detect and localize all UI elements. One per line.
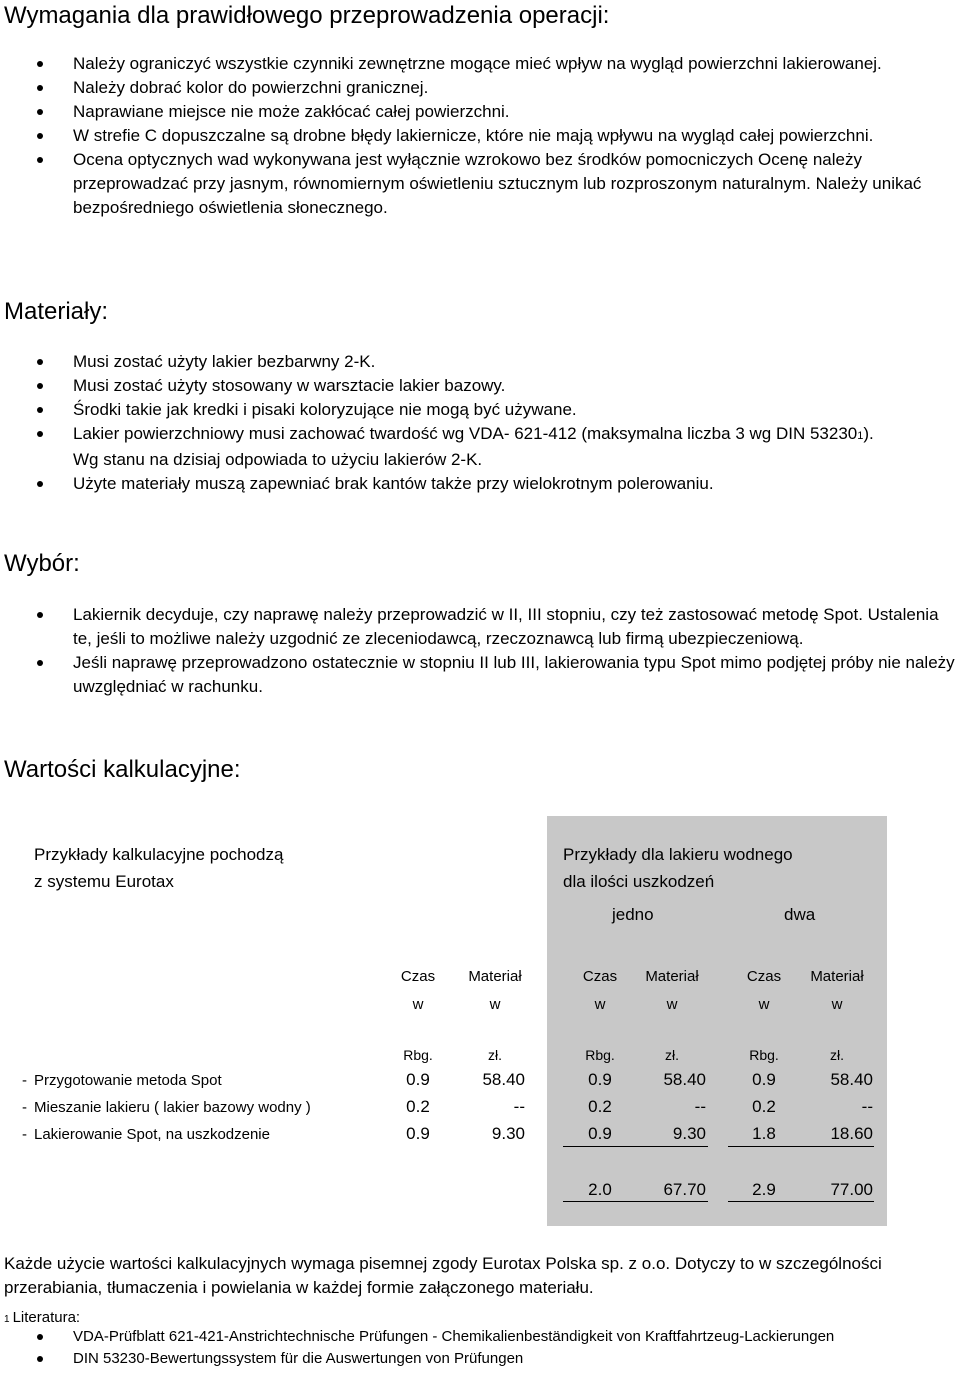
cell-material: 58.40 bbox=[663, 1070, 706, 1089]
list-item: Jeśli naprawę przeprowadzono ostatecznie w stopniu II lub III, lakierowania typu Spot mimo podjętej próby nie należy uwzględniać w rachunku. bbox=[0, 651, 958, 699]
cell-time: 0.2 bbox=[406, 1097, 430, 1116]
cell-material: 58.40 bbox=[482, 1070, 525, 1089]
bullet-icon bbox=[37, 660, 43, 666]
bullet-icon bbox=[37, 481, 43, 487]
list-item: DIN 53230-Bewertungssystem für die Auswertungen von Prüfungen bbox=[0, 1348, 958, 1370]
col-header-in: w bbox=[758, 996, 770, 1013]
list-item: Użyte materiały muszą zapewniać brak kantów także przy wielokrotnym polerowaniu. bbox=[0, 472, 958, 496]
bullet-icon bbox=[37, 359, 43, 365]
unit-zl: zł. bbox=[488, 1047, 502, 1063]
list-item: Należy ograniczyć wszystkie czynniki zewnętrzne mogące mieć wpływ na wygląd powierzchni lakierowanej. bbox=[0, 52, 958, 76]
bullet-icon bbox=[37, 109, 43, 115]
col-header-time: Czas bbox=[582, 968, 618, 985]
left-title-line1: Przykłady kalkulacyjne pochodzą bbox=[34, 845, 284, 864]
footnote-marker: 1 bbox=[857, 430, 864, 442]
count-one-label: jedno bbox=[612, 905, 654, 924]
literature-list bbox=[0, 1326, 958, 1370]
list-item: Należy dobrać kolor do powierzchni granicznej. bbox=[0, 76, 958, 100]
bullet-icon bbox=[37, 133, 43, 139]
total-time: 2.0 bbox=[588, 1180, 612, 1199]
sum-underline bbox=[728, 1146, 874, 1147]
total-material: 67.70 bbox=[663, 1180, 706, 1199]
right-title-line1: Przykłady dla lakieru wodnego bbox=[563, 845, 793, 864]
cell-time: 0.9 bbox=[588, 1070, 612, 1089]
bullet-icon bbox=[37, 407, 43, 413]
col-header-in: w bbox=[412, 996, 424, 1013]
unit-rbg: Rbg. bbox=[585, 1047, 615, 1063]
list-item: W strefie C dopuszczalne są drobne błędy lakiernicze, które nie mają wpływu na wygląd całej powierzchni. bbox=[0, 124, 958, 148]
bullet-icon bbox=[37, 1356, 43, 1362]
cell-time: 0.9 bbox=[588, 1124, 612, 1143]
col-header-in: w bbox=[594, 996, 606, 1013]
list-item: Naprawiane miejsce nie może zakłócać całej powierzchni. bbox=[0, 100, 958, 124]
unit-zl: zł. bbox=[830, 1047, 844, 1063]
unit-zl: zł. bbox=[665, 1047, 679, 1063]
bullet-icon bbox=[37, 157, 43, 163]
calc-heading: Wartości kalkulacyjne: bbox=[4, 756, 241, 783]
requirements-heading: Wymagania dla prawidłowego przeprowadzenia operacji: bbox=[4, 2, 610, 29]
cell-material: 9.30 bbox=[672, 1124, 706, 1143]
unit-rbg: Rbg. bbox=[403, 1047, 433, 1063]
total-underline bbox=[563, 1201, 708, 1202]
cell-material: 18.60 bbox=[830, 1124, 873, 1143]
col-header-in: w bbox=[489, 996, 501, 1013]
list-item: Lakiernik decyduje, czy naprawę należy przeprowadzić w II, III stopniu, czy też zastosować metodę Spot. Ustalenia te, jeśli to możliwe należy uzgodnić ze zleceniodawcą, rzeczoznawcą lub firmą ubezpieczeniową. bbox=[0, 603, 958, 651]
cell-material: -- bbox=[861, 1097, 873, 1116]
total-time: 2.9 bbox=[752, 1180, 776, 1199]
cell-time: 0.2 bbox=[752, 1097, 776, 1116]
left-title-line2: z systemu Eurotax bbox=[34, 872, 174, 891]
list-item: Musi zostać użyty lakier bezbarwny 2-K. bbox=[0, 350, 958, 374]
cell-material: -- bbox=[513, 1097, 525, 1116]
bullet-icon bbox=[37, 383, 43, 389]
col-header-in: w bbox=[831, 996, 843, 1013]
materials-list bbox=[0, 350, 958, 496]
bullet-icon bbox=[37, 431, 43, 437]
col-header-in: w bbox=[666, 996, 678, 1013]
cell-material: -- bbox=[694, 1097, 706, 1116]
cell-material: 9.30 bbox=[491, 1124, 525, 1143]
col-header-material: Materiał bbox=[468, 968, 522, 985]
list-item: Środki takie jak kredki i pisaki koloryzujące nie mogą być używane. bbox=[0, 398, 958, 422]
cell-time: 0.9 bbox=[406, 1070, 430, 1089]
col-header-time: Czas bbox=[746, 968, 782, 985]
literature-heading: 1 Literatura: bbox=[4, 1309, 81, 1326]
choice-heading: Wybór: bbox=[4, 550, 80, 577]
cell-material: 58.40 bbox=[830, 1070, 873, 1089]
bullet-icon bbox=[37, 85, 43, 91]
choice-list bbox=[0, 603, 958, 699]
count-two-label: dwa bbox=[784, 905, 816, 924]
row-label: Przygotowanie metoda Spot bbox=[34, 1072, 222, 1089]
list-item: Lakier powierzchniowy musi zachować twardość wg VDA- 621-412 (maksymalna liczba 3 wg DIN 532301). Wg stanu na dzisiaj odpowiada to użyciu lakierów 2-K. bbox=[0, 422, 958, 472]
cell-time: 0.9 bbox=[752, 1070, 776, 1089]
col-header-material: Materiał bbox=[645, 968, 699, 985]
row-dash: - bbox=[22, 1072, 27, 1089]
list-item: VDA-Prüfblatt 621-421-Anstrichtechnische Prüfungen - Chemikalienbeständigkeit von Kraftfahrtzeug-Lackierungen bbox=[0, 1326, 958, 1348]
col-header-material: Materiał bbox=[810, 968, 864, 985]
unit-rbg: Rbg. bbox=[749, 1047, 779, 1063]
bullet-icon bbox=[37, 61, 43, 67]
row-dash: - bbox=[22, 1099, 27, 1116]
copyright-notice: Każde użycie wartości kalkulacyjnych wymaga pisemnej zgody Eurotax Polska sp. z o.o. Dotyczy to w szczególności przerabiania, tłumaczenia i powielania w każdej formie załączonego materiału. bbox=[4, 1254, 882, 1297]
bullet-icon bbox=[37, 612, 43, 618]
cell-time: 0.9 bbox=[406, 1124, 430, 1143]
right-title-line2: dla ilości uszkodzeń bbox=[563, 872, 715, 891]
row-label: Mieszanie lakieru ( lakier bazowy wodny ) bbox=[34, 1099, 311, 1116]
cell-time: 1.8 bbox=[752, 1124, 776, 1143]
cell-time: 0.2 bbox=[588, 1097, 612, 1116]
total-underline bbox=[728, 1201, 874, 1202]
materials-heading: Materiały: bbox=[4, 298, 109, 325]
list-item: Ocena optycznych wad wykonywana jest wyłącznie wzrokowo bez środków pomocniczych Ocenę należy przeprowadzać przy jasnym, równomiernym oświetleniu sztucznym lub rozproszonym naturalnym. Należy unikać bezpośredniego oświetlenia słonecznego. bbox=[0, 148, 958, 220]
sum-underline bbox=[563, 1146, 708, 1147]
footnote-marker: 1 bbox=[4, 1314, 10, 1325]
row-label: Lakierowanie Spot, na uszkodzenie bbox=[34, 1126, 270, 1143]
row-dash: - bbox=[22, 1126, 27, 1143]
total-material: 77.00 bbox=[830, 1180, 873, 1199]
requirements-list bbox=[0, 52, 958, 220]
list-item: Musi zostać użyty stosowany w warsztacie lakier bazowy. bbox=[0, 374, 958, 398]
bullet-icon bbox=[37, 1334, 43, 1340]
col-header-time: Czas bbox=[400, 968, 436, 985]
